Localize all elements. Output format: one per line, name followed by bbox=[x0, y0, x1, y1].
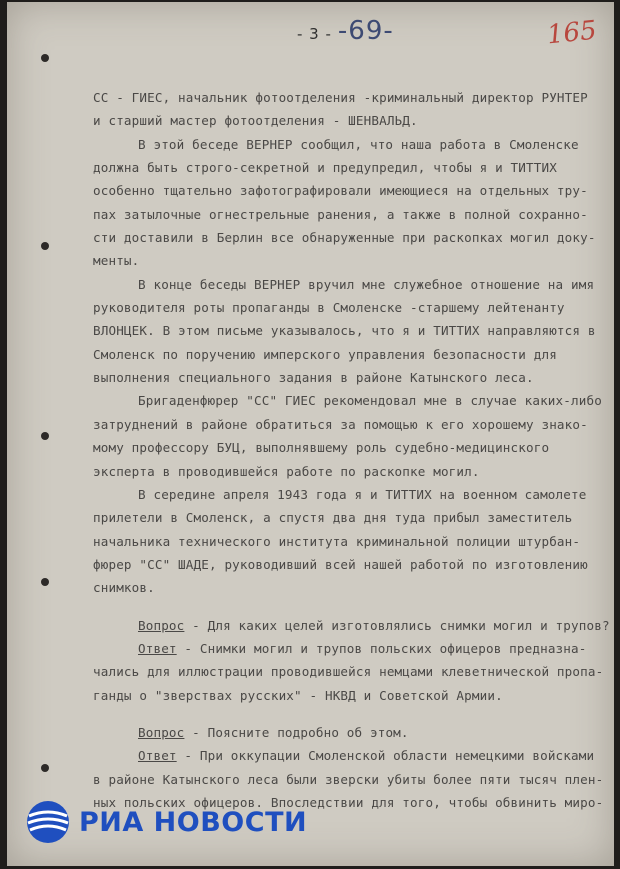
text-line: в районе Катынского леса были зверски убиты более пяти тысяч плен- bbox=[93, 771, 604, 787]
text-line: В середине апреля 1943 года я и ТИТТИХ на военном самолете bbox=[138, 486, 587, 502]
text-line: пах затылочные огнестрельные ранения, а также в полной сохранно- bbox=[93, 206, 588, 222]
text-line: Смоленск по поручению имперского управления безопасности для bbox=[93, 346, 557, 362]
answer-label: Ответ bbox=[138, 748, 177, 764]
text-line: ВЛОНЦЕК. В этом письме указывалось, что я и ТИТТИХ направляются в bbox=[93, 323, 596, 339]
text-line: СС - ГИЕС, начальник фотоотделения -криминальный директор РУНТЕР bbox=[93, 90, 588, 105]
text-line: затруднений в районе обратиться за помощью к его хорошему знако- bbox=[93, 416, 588, 432]
binding-hole bbox=[41, 242, 49, 250]
binding-hole bbox=[41, 764, 49, 772]
question-line bbox=[93, 614, 613, 637]
answer-label: Ответ bbox=[138, 640, 177, 656]
archive-number: 165 bbox=[545, 15, 599, 51]
text-line: - Для каких целей изготовлялись снимки могил и трупов? bbox=[192, 617, 610, 633]
page-number bbox=[297, 16, 394, 46]
text-line: прилетели в Смоленск, а спустя два дня туда прибыл заместитель bbox=[93, 510, 573, 526]
text-line: снимков. bbox=[93, 580, 155, 596]
ria-novosti-logo bbox=[25, 797, 307, 847]
text-line: Бригаденфюрер "СС" ГИЕС рекомендовал мне в случае каких-либо bbox=[138, 393, 602, 409]
page-number-handwritten: -69- bbox=[337, 16, 394, 46]
globe-icon bbox=[25, 799, 71, 845]
answer-line bbox=[93, 744, 613, 767]
text-line: ганды о "зверствах русских" - НКВД и Советской Армии. bbox=[93, 687, 503, 703]
document-page bbox=[7, 2, 614, 866]
text-line: должна быть строго-секретной и предупредил, чтобы я и ТИТТИХ bbox=[93, 160, 557, 176]
text-line: менты. bbox=[93, 253, 140, 269]
text-line: В конце беседы ВЕРНЕР вручил мне служебное отношение на имя bbox=[138, 276, 595, 292]
text-line: чались для иллюстрации проводившейся немцами клеветнической пропа- bbox=[93, 664, 604, 680]
text-line: мому профессору БУЦ, выполнявшему роль судебно-медицинского bbox=[93, 440, 550, 456]
text-line: ных польских офицеров. Впоследствии для того, чтобы обвинить миро- bbox=[93, 794, 604, 810]
question-label: Вопрос bbox=[138, 617, 185, 633]
text-line: фюрер "СС" ШАДЕ, руководивший всей нашей работой по изготовлению bbox=[93, 556, 588, 572]
text-line: и старший мастер фотоотделения - ШЕНВАЛЬД. bbox=[93, 113, 418, 129]
answer-line bbox=[93, 637, 613, 660]
text-line: сти доставили в Берлин все обнаруженные при раскопках могил доку- bbox=[93, 230, 596, 246]
binding-hole bbox=[41, 432, 49, 440]
text-line: начальника технического института криминальной полиции штурбан- bbox=[93, 533, 581, 549]
question-label: Вопрос bbox=[138, 724, 185, 740]
text-line: руководителя роты пропаганды в Смоленске -старшему лейтенанту bbox=[93, 300, 565, 316]
text-line: выполнения специального задания в районе Катынского леса. bbox=[93, 370, 534, 386]
text-line: особенно тщательно зафотографировали имеющиеся на отдельных тру- bbox=[93, 183, 588, 199]
typewritten-text bbox=[93, 86, 613, 814]
logo-text: РИА НОВОСТИ bbox=[79, 806, 308, 838]
page-dash: - 3 - bbox=[297, 25, 332, 43]
text-line: В этой беседе ВЕРНЕР сообщил, что наша работа в Смоленске bbox=[138, 136, 579, 152]
text-line: эксперта в проводившейся работе по раскопке могил. bbox=[93, 463, 480, 479]
text-line: - Снимки могил и трупов польских офицеров предназна- bbox=[184, 640, 587, 656]
binding-hole bbox=[41, 578, 49, 586]
text-line: - При оккупации Смоленской области немецкими войсками bbox=[184, 748, 595, 764]
question-line bbox=[93, 721, 613, 744]
text-line: - Поясните подробно об этом. bbox=[192, 724, 409, 740]
binding-hole bbox=[41, 54, 49, 62]
